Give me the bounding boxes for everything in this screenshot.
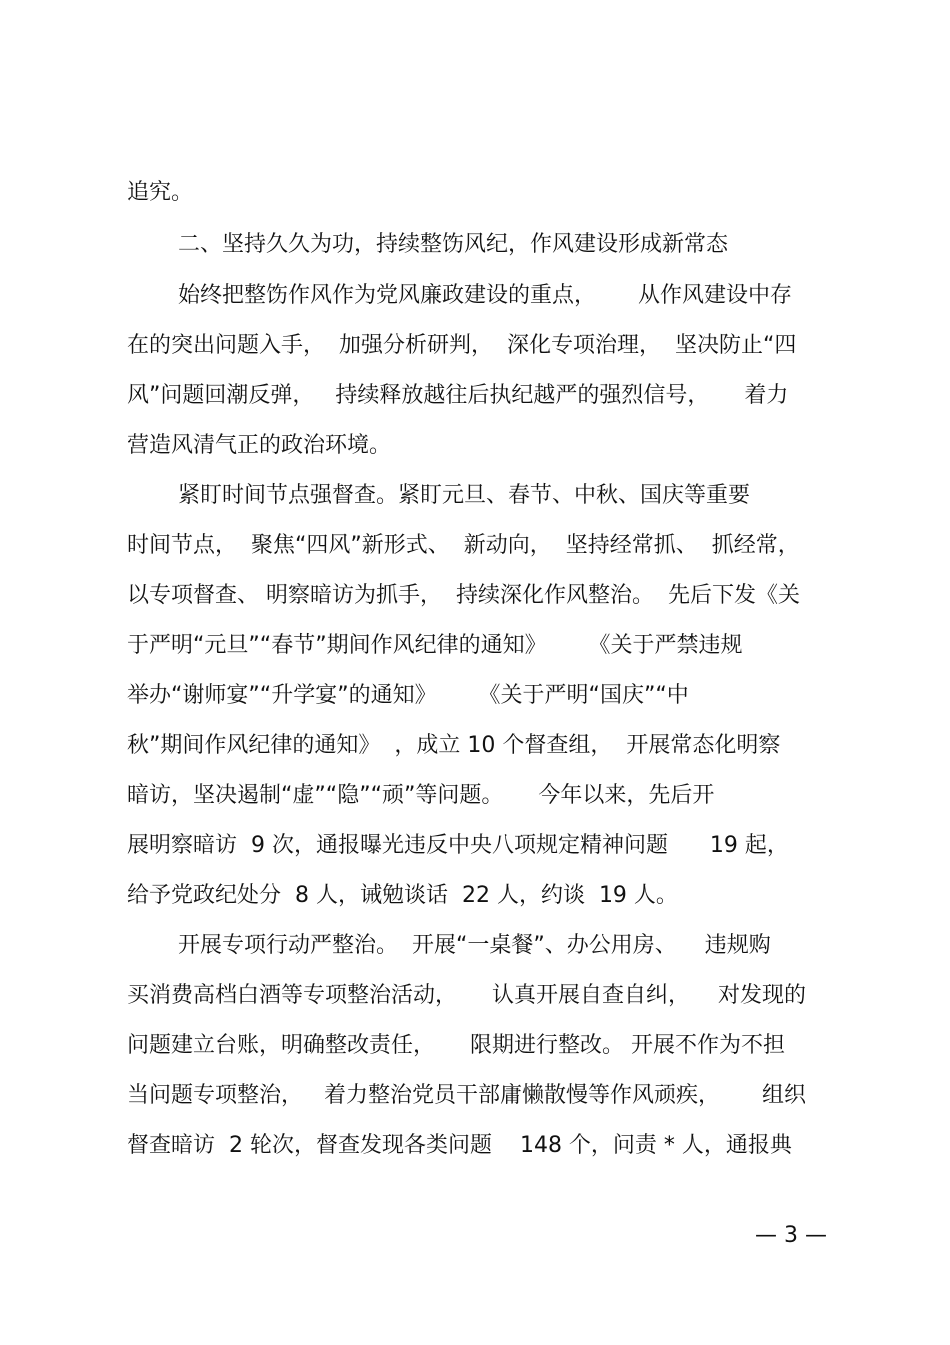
body-text-line: 于严明“元旦”“春节”期间作风纪律的通知》 《关于严禁违规 bbox=[127, 633, 743, 658]
page-number: — 3 — bbox=[755, 1223, 827, 1248]
body-text-line: 在的突出问题入手， 加强分析研判， 深化专项治理， 坚决防止“四 bbox=[127, 333, 797, 358]
body-text-line: 营造风清气正的政治环境。 bbox=[127, 433, 392, 458]
body-text-line: 风”问题回潮反弹， 持续释放越往后执纪越严的强烈信号， 着力 bbox=[127, 383, 789, 408]
body-text-line: 秋”期间作风纪律的通知》 ，成立 10 个督查组， 开展常态化明察 bbox=[127, 733, 781, 758]
body-text-line: 开展专项行动严整治。 开展“一桌餐”、办公用房、 违规购 bbox=[178, 933, 771, 958]
body-text-line: 问题建立台账，明确整改责任， 限期进行整改。 开展不作为不担 bbox=[127, 1033, 785, 1058]
body-text-line: 暗访，坚决遏制“虚”“隐”“顽”等问题。 今年以来，先后开 bbox=[127, 783, 715, 808]
body-text-line: 督查暗访 2 轮次，督查发现各类问题 148 个，问责 * 人，通报典 bbox=[127, 1133, 792, 1158]
body-text-line: 举办“谢师宴”“升学宴”的通知》 《关于严明“国庆”“中 bbox=[127, 683, 689, 708]
body-text-line: 追究。 bbox=[127, 180, 194, 205]
body-text-line: 以专项督查、 明察暗访为抓手， 持续深化作风整治。 先后下发《关 bbox=[127, 583, 800, 608]
body-text-line: 买消费高档白酒等专项整治活动， 认真开展自查自纠， 对发现的 bbox=[127, 983, 806, 1008]
section-heading: 二、坚持久久为功，持续整饬风纪，作风建设形成新常态 bbox=[178, 232, 729, 257]
body-text-line: 给予党政纪处分 8 人，诫勉谈话 22 人，约谈 19 人。 bbox=[127, 883, 678, 908]
body-text-line: 展明察暗访 9 次，通报曝光违反中央八项规定精神问题 19 起， bbox=[127, 833, 789, 858]
body-text-line: 紧盯时间节点强督查。紧盯元旦、春节、中秋、国庆等重要 bbox=[178, 483, 751, 508]
body-text-line: 时间节点， 聚焦“四风”新形式、 新动向， 坚持经常抓、 抓经常， bbox=[127, 533, 800, 558]
body-text-line: 当问题专项整治， 着力整治党员干部庸懒散慢等作风顽疾， 组织 bbox=[127, 1083, 806, 1108]
body-text-line: 始终把整饬作风作为党风廉政建设的重点， 从作风建设中存 bbox=[178, 283, 792, 308]
